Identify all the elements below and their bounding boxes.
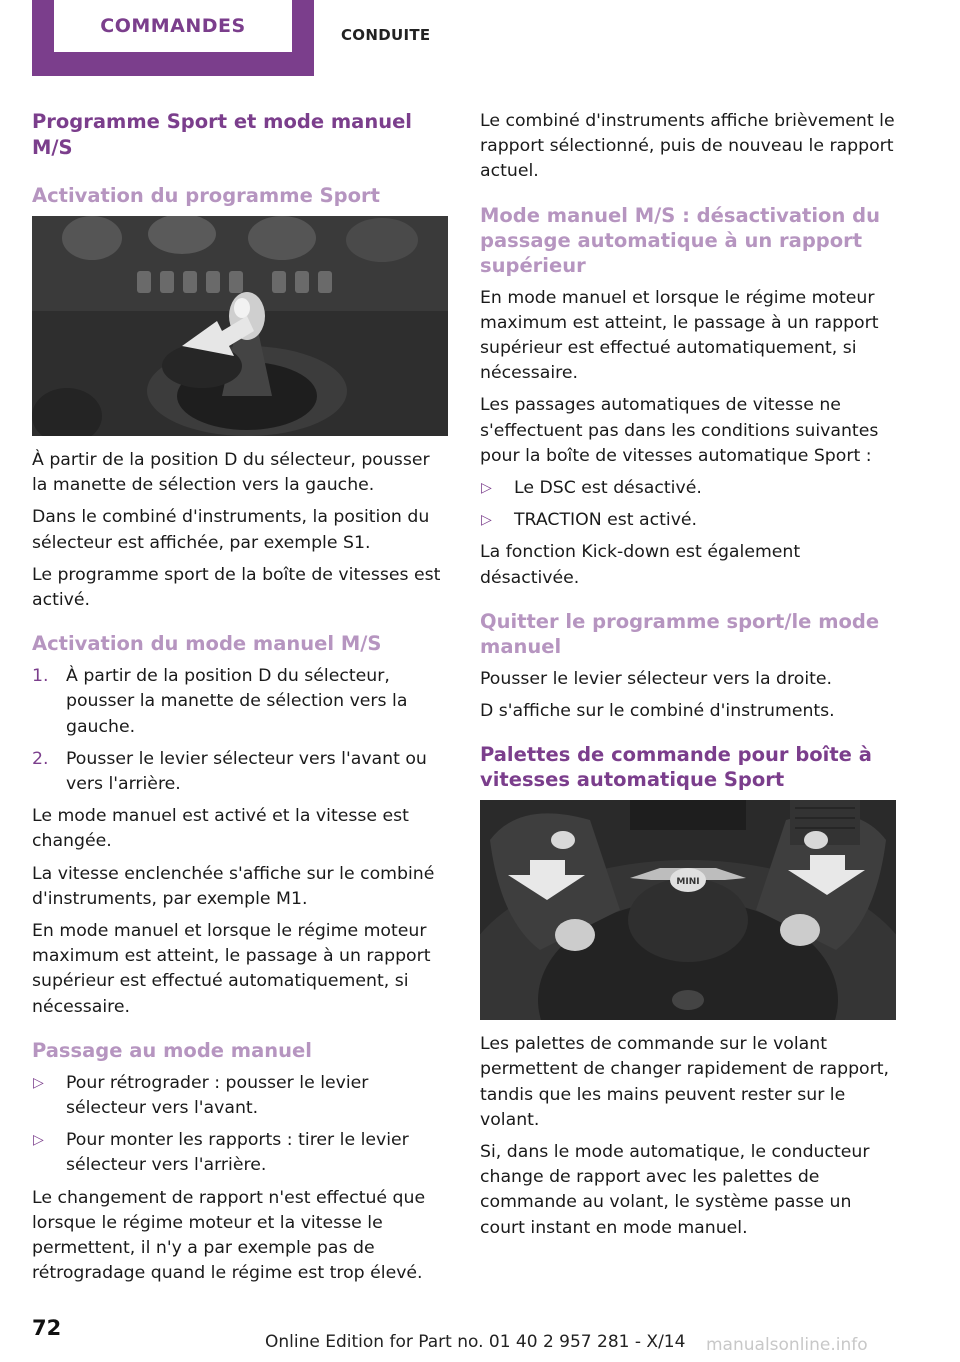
manual-steps-list (32, 664, 448, 797)
section-tab-inner (54, 0, 292, 52)
list-item: ▷ Pour monter les rapports : tirer le levier sélecteur vers l'arrière. (33, 1130, 409, 1176)
bullet-triangle-icon: ▷ (33, 1074, 44, 1091)
mini-logo: MINI (676, 877, 700, 888)
manual-text-2: La vitesse enclenchée s'affiche sur le combiné d'instruments, par exemple M1. (32, 863, 435, 909)
section-title-paddles: Palettes de commande pour boîte à vitesses automatique Sport (480, 743, 872, 792)
gear-selector-photo (32, 216, 448, 436)
sport-text-3: Le programme sport de la boîte de vitesses est activé. (32, 564, 441, 611)
kickdown-text: La fonction Kick-down est également désactivée. (480, 542, 801, 588)
list-item: ▷ Pour rétrograder : pousser le levier sélecteur vers l'avant. (33, 1072, 369, 1119)
section-tab-commandes (32, 0, 314, 76)
sport-text-1: À partir de la position D du sélecteur, pousser la manette de sélection vers la gauche. (32, 450, 430, 496)
section-title-manual-ms: Activation du mode manuel M/S (32, 632, 382, 656)
section-tab-label: COMMANDES (100, 15, 246, 37)
upshift-conditions-list (480, 476, 896, 533)
list-item: 2. Pousser le levier sélecteur vers l'avant ou vers l'arrière. (32, 748, 427, 795)
section-title-disable-upshift: Mode manuel M/S : désactivation du passage automatique à un rapport supérieur (480, 203, 880, 277)
right-column (480, 109, 896, 1248)
section-title-switch-manual: Passage au mode manuel (32, 1038, 312, 1062)
subsection-tab-conduite: CONDUITE (341, 26, 431, 44)
instrument-text: Le combiné d'instruments affiche brièvement le rapport sélectionné, puis de nouveau le rapport actuel. (480, 111, 895, 182)
bullet-triangle-icon: ▷ (481, 512, 492, 529)
upshift-text-1: En mode manuel et lorsque le régime moteur maximum est atteint, le passage à un rapport supérieur est effectué automatiquement, si nécessaire. (480, 287, 879, 384)
quit-text-1: Pousser le levier sélecteur vers la droite. (480, 668, 833, 689)
switch-manual-text: Le changement de rapport n'est effectué que lorsque le régime moteur et la vitesse le permettent, il n'y a par exemple pas de rétrogradage quand le régime est trop élevé. (32, 1187, 426, 1284)
steering-wheel-photo (480, 800, 895, 1020)
page-title: Programme Sport et mode manuel M/S (32, 110, 412, 159)
section-title-quit-sport: Quitter le programme sport/le mode manuel (480, 609, 880, 658)
section-title-sport: Activation du programme Sport (32, 184, 380, 207)
paddles-text-2: Si, dans le mode automatique, le conducteur change de rapport avec les palettes de commande au volant, le système passe un court instant en mode manuel. (480, 1142, 870, 1238)
sport-text-2: Dans le combiné d'instruments, la position du sélecteur est affichée, par exemple S1. (32, 507, 430, 553)
manual-text-1: Le mode manuel est activé et la vitesse est changée. (32, 806, 409, 852)
upshift-text-2: Les passages automatiques de vitesse ne s'effectuent pas dans les conditions suivantes pour la boîte de vitesses automatique Sport : (480, 395, 879, 466)
edition-footer: Online Edition for Part no. 01 40 2 957 281 - X/14 (265, 1332, 686, 1352)
list-item: ▷ Le DSC est désactivé. (480, 476, 896, 501)
list-item: 1. À partir de la position D du sélecteur, pousser la manette de sélection vers la gauche. (32, 666, 408, 737)
watermark: manualsonline.info (706, 1335, 868, 1355)
manual-text-3: En mode manuel et lorsque le régime moteur maximum est atteint, le passage à un rapport supérieur est effectué automatiquement, si nécessaire. (32, 921, 431, 1017)
left-column (32, 109, 448, 1293)
steering-wheel-illustration (480, 800, 896, 1020)
bullet-triangle-icon: ▷ (481, 480, 492, 497)
list-item: ▷ TRACTION est activé. (480, 508, 896, 533)
bullet-triangle-icon: ▷ (33, 1132, 44, 1149)
switch-manual-list (32, 1071, 448, 1179)
quit-text-2: D s'affiche sur le combiné d'instruments. (480, 701, 835, 722)
gear-selector-illustration (32, 216, 448, 436)
paddles-text-1: Les palettes de commande sur le volant permettent de changer rapidement de rapport, tandis que les mains peuvent rester sur le volant. (480, 1034, 889, 1130)
page-number: 72 (32, 1316, 62, 1340)
